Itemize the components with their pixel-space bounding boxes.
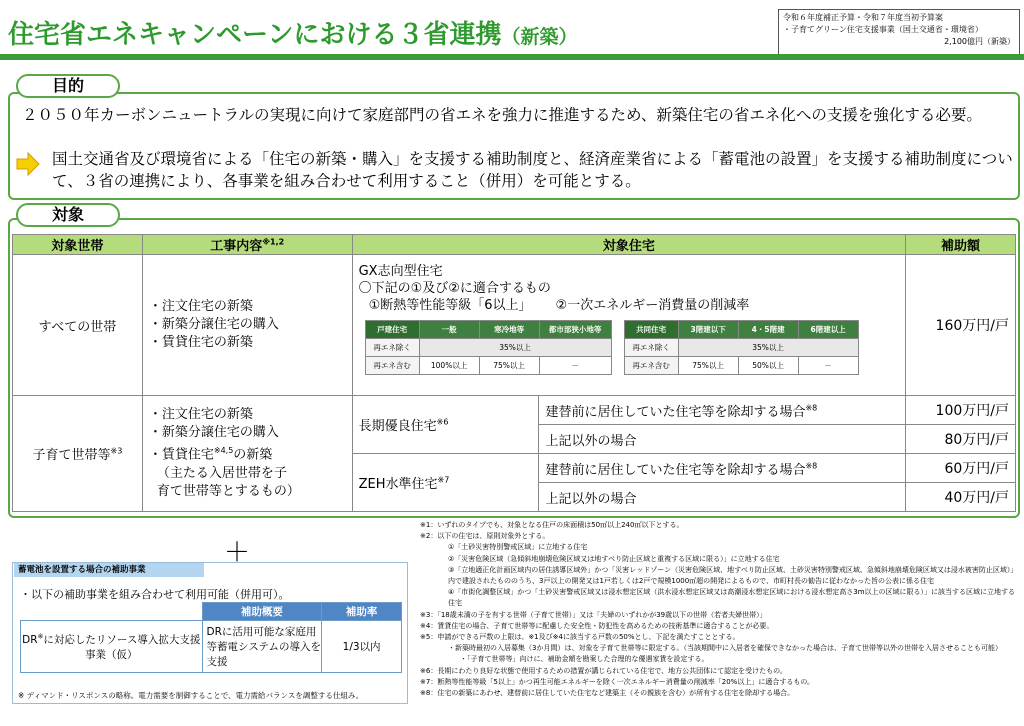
collective-criteria-table [624, 320, 859, 375]
choki-label: 長期優良住宅 [358, 419, 437, 434]
target-table [12, 234, 1016, 512]
detached-row-a-value: 35%以上 [419, 339, 611, 357]
footnote: ※3：「18歳未満の子を有する世帯（子育て世帯）」又は「夫婦のいずれかが39歳以下の世帯（若者夫婦世帯）」 [420, 610, 767, 619]
battery-rate: 1/3以内 [322, 621, 402, 673]
header-divider [0, 54, 1024, 60]
row1-work [142, 255, 352, 396]
header-amount: 補助額 [906, 235, 1016, 255]
detached-header-0: 戸建住宅 [365, 321, 419, 339]
page-title [8, 14, 578, 51]
detached-row-b-2: 75%以上 [479, 357, 539, 375]
header-household: 対象世帯 [13, 235, 143, 255]
detached-row-a-label: 再エネ除く [365, 339, 419, 357]
header-work-sup: ※1,2 [262, 237, 285, 247]
amount-zeh-other: 40万円/戸 [906, 483, 1016, 512]
budget-box [778, 9, 1020, 55]
row2-work-5: 育て世帯等とするもの） [156, 483, 300, 499]
collective-header-3: 6階建以上 [798, 321, 858, 339]
zeh-label: ZEH水準住宅 [358, 477, 438, 492]
collective-header-0: 共同住宅 [624, 321, 678, 339]
purpose-text-1: ２０５０年カーボンニュートラルの実現に向けて家庭部門の省エネを強力に推進するため、新築住宅の省エネ化への支援を強化する必要。 [22, 106, 982, 124]
detached-row-b-3: － [539, 357, 611, 375]
footnote: ※7：断熱等性能等級「5以上」かつ再生可能エネルギーを除く一次エネルギー消費量の削減率「20%以上」に適合するもの。 [420, 677, 815, 686]
row1-amount: 160万円/戸 [906, 255, 1016, 396]
footnote: ※5：申請ができる戸数の上限は、※1及び※4に該当する戸数の50%とし、下記を満たすこととする。 [420, 633, 740, 642]
zeh-case-other: 上記以外の場合 [539, 483, 906, 512]
row1-work-1: ・注文住宅の新築 [148, 299, 253, 314]
battery-program-name-b: に対応したリソース導入拡大支援事業（仮） [43, 633, 201, 661]
battery-line: ・以下の補助事業を組み合わせて利用可能（併用可）。 [20, 588, 290, 601]
battery-header-overview: 補助概要 [202, 603, 322, 621]
header-house: 対象住宅 [352, 235, 905, 255]
row1-house [352, 255, 905, 396]
page-title-sub: （新築） [501, 26, 578, 48]
battery-program-sup: ※ [37, 632, 44, 640]
footnote: ※1：いずれのタイプでも、対象となる住戸の床面積は50㎡以上240㎡以下とする。 [420, 521, 684, 529]
battery-note: ※ ディマンド・リスポンスの略称。電力需要を制御することで、電力需給バランスを調整する仕組み。 [18, 691, 364, 700]
detached-row-b-label: 再エネ含む [365, 357, 419, 375]
row2-work-2: ・新築分譲住宅の購入 [148, 425, 279, 441]
battery-program-name-a: DR [22, 633, 38, 646]
battery-header-blank [21, 603, 203, 621]
row1-work-2: ・新築分譲住宅の購入 [148, 317, 279, 332]
row2-work-3-tail: の新築 [233, 447, 273, 463]
detached-header-1: 一般 [419, 321, 479, 339]
collective-row-a-value: 35%以上 [678, 339, 858, 357]
footnote: ※6：長期にわたり良好な状態で使用するための措置が講じられている住宅で、地方公共団体にて認定を受けたもの。 [420, 666, 787, 675]
choki-case-demolish [539, 396, 906, 425]
row2-household [13, 396, 143, 512]
target-tab: 対象 [16, 203, 120, 227]
row2-work-3 [149, 442, 352, 464]
footnote: ①「土砂災害特別警戒区域」に立地する住宅 [448, 543, 588, 552]
detached-row-b-1: 100%以上 [419, 357, 479, 375]
purpose-tab: 目的 [16, 74, 120, 98]
battery-header-rate: 補助率 [322, 603, 402, 621]
budget-line-3: 2,100億円（新築） [944, 37, 1015, 46]
battery-program-name [21, 621, 203, 673]
table-row [13, 255, 1016, 396]
battery-table [20, 602, 402, 673]
header-work-label: 工事内容 [210, 239, 263, 254]
footnote: ※8：住宅の新築にあわせ、建替前に居住していた住宅など建築主（その親族を含む）が所有する住宅を除却する場合。 [420, 689, 795, 698]
collective-row-b-label: 再エネ含む [624, 357, 678, 375]
gx-title: GX志向型住宅 [358, 264, 443, 279]
collective-row-b-1: 75%以上 [678, 357, 738, 375]
footnote: ・新築時最初の入居募集（3か月間）は、対象を子育て世帯等に限定する。（当該期間中に入居者を確保できなかった場合は、子育て世帯等以外の世帯を入居させることも可能） [448, 644, 1002, 653]
row1-household: すべての世帯 [13, 255, 143, 396]
battery-overview: DRに活用可能な家庭用等蓄電システムの導入を支援 [202, 621, 322, 673]
choki-case-demolish-label: 建替前に居住していた住宅等を除却する場合 [545, 404, 806, 420]
row2-work-3-sup: ※4,5 [213, 446, 234, 456]
choki-sup: ※6 [436, 417, 449, 427]
footnotes [420, 520, 1022, 699]
row2-work [142, 396, 352, 512]
budget-line-2: ・子育てグリーン住宅支援事業（国土交通省・環境省） [783, 25, 983, 34]
footnote: ③「立地適正化計画区域内の居住誘導区域外」かつ「災害レッドゾーン（災害危険区域、地すべり防止区域、土砂災害特別警戒区域、急傾斜地崩壊危険区域又は浸水被害防止区域）」内で建設されたもののうち、3戸以上の開発又は1戸若しくは2戸で規模1000㎡超の開発によるもので、市町村長の勧告に従わなかった旨の公表に係る住宅 [448, 565, 1018, 586]
page-title-main: 住宅省エネキャンペーンにおける３省連携 [8, 20, 502, 50]
row1-work-3: ・賃貸住宅の新築 [148, 335, 253, 350]
row2-work-1: ・注文住宅の新築 [148, 407, 253, 423]
collective-row-b-2: 50%以上 [738, 357, 798, 375]
collective-header-2: 4・5階建 [738, 321, 798, 339]
footnote: ④「市街化調整区域」かつ「土砂災害警戒区域又は浸水想定区域（洪水浸水想定区域又は高潮浸水想定区域における浸水想定高さ3m以上の区域に限る）」に該当する区域に立地する住宅 [448, 588, 1016, 608]
purpose-text-2: 国土交通省及び環境省による「住宅の新築・購入」を支援する補助制度と、経済産業省による「蓄電池の設置」を支援する補助制度について、３省の連携により、各事業を組み合わせて利用すること（併用）を可能とする。 [52, 150, 1013, 190]
row2-work-4: （主たる入居世帯を子 [156, 465, 287, 481]
gx-criteria [359, 320, 905, 375]
row2-work-3-label: ・賃貸住宅 [148, 447, 214, 463]
zeh-case-demolish-label: 建替前に居住していた住宅等を除却する場合 [545, 462, 806, 478]
choki-case-sup: ※8 [805, 403, 818, 413]
battery-header: 蓄電池を設置する場合の補助事業 [14, 563, 204, 577]
header-work [142, 235, 352, 255]
amount-choki-demolish: 100万円/戸 [906, 396, 1016, 425]
gx-item-1: ①断熱等性能等級「6以上」 [368, 298, 532, 313]
budget-line-1: 令和６年度補正予算・令和７年度当初予算案 [783, 13, 943, 22]
choki-case-other: 上記以外の場合 [539, 425, 906, 454]
gx-items [359, 297, 905, 314]
zeh-house [352, 454, 539, 512]
gx-item-2: ②一次エネルギー消費量の削減率 [555, 298, 750, 313]
choki-house [352, 396, 539, 454]
collective-header-1: 3階建以下 [678, 321, 738, 339]
detached-header-3: 都市部狭小地等 [539, 321, 611, 339]
collective-row-a-label: 再エネ除く [624, 339, 678, 357]
plus-sign: ＋ [224, 538, 251, 568]
zeh-case-sup: ※8 [805, 461, 818, 471]
footnote: ※4：賃貸住宅の場合、子育て世帯等に配慮した安全性・防犯性を高めるための技術基準に適合することが必要。 [420, 621, 774, 630]
right-arrow-icon [16, 152, 40, 176]
zeh-case-demolish [539, 454, 906, 483]
detached-criteria-table [365, 320, 612, 375]
detached-header-2: 寒冷地等 [479, 321, 539, 339]
row2-household-label: 子育て世帯等 [32, 448, 111, 463]
collective-row-b-3: － [798, 357, 858, 375]
amount-zeh-demolish: 60万円/戸 [906, 454, 1016, 483]
zeh-sup: ※7 [437, 475, 450, 485]
row2-household-sup: ※3 [110, 446, 123, 456]
footnote: ※2：以下の住宅は、原則対象外とする。 [420, 532, 550, 541]
footnote: ②「災害危険区域（急傾斜地崩壊危険区域又は地すべり防止区域と重複する区域に限る）」に立地する住宅 [448, 554, 780, 563]
table-row [13, 396, 1016, 425]
amount-choki-other: 80万円/戸 [906, 425, 1016, 454]
gx-condition: 〇下記の①及び②に適合するもの [358, 281, 551, 296]
table-header-row [13, 235, 1016, 255]
footnote: ・「子育て世帯等」向けに、補助金額を勘案した合理的な優遇家賃を設定する。 [460, 655, 709, 664]
